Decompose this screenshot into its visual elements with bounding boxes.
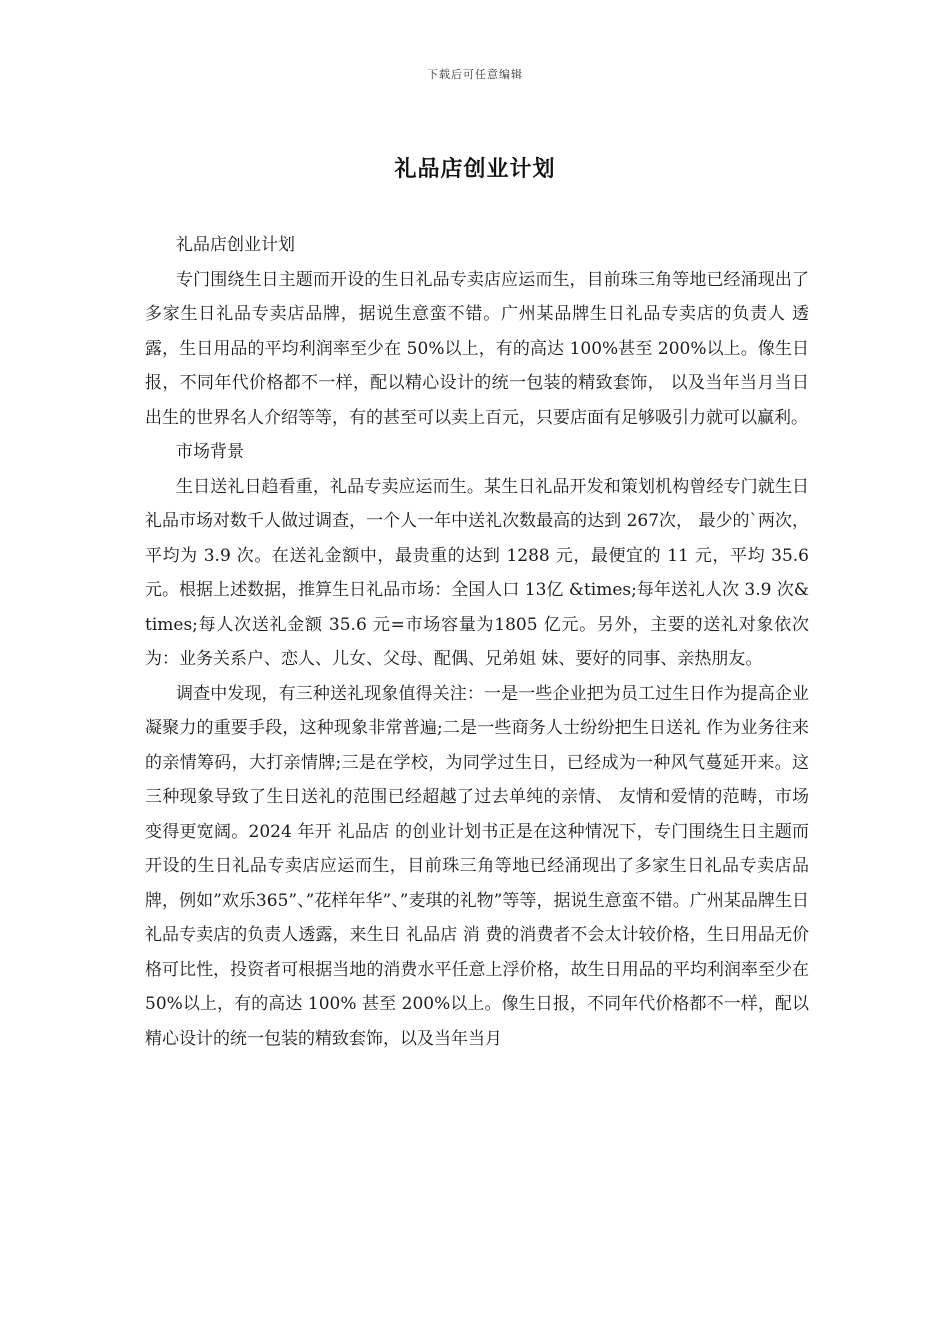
paragraph-survey: 调查中发现，有三种送礼现象值得关注：一是一些企业把为员工过生日作为提高企业凝聚力的重要手段，这种现象非常普遍;二是一些商务人士纷纷把生日送礼 作为业务往来的亲情筹码，大打亲情牌;三是在学校，为同学过生日，已经成为一种风气蔓延开来。这三种现象导致了生日送礼的范围已经超越了过去单纯的亲情、 友情和爱情的范畴，市场变得更宽阔。2024 年开 礼品店 的创业计划书正是在这种情况下，专门围绕生日主题而开设的生日礼品专卖店应运而生，目前珠三角等地已经涌现出了多家生日礼品专卖店品牌，例如”欢乐365”、”花样年华”、”麦琪的礼物”等等，据说生意蛮不错。广州某品牌生日礼品专卖店的负责人透露，来生日 礼品店 消 费的消费者不会太计较价格，生日用品无价格可比性，投资者可根据当地的消费水平任意上浮价格，故生日用品的平均利润率至少在 50%以上，有的高达 100% 甚至 200%以上。像生日报，不同年代价格都不一样，配以精心设计的统一包装的精致套饰，以及当年当月	[145, 683, 809, 1049]
section-heading-intro: 礼品店创业计划	[176, 235, 295, 255]
paragraph-intro: 专门围绕生日主题而开设的生日礼品专卖店应运而生，目前珠三角等地已经涌现出了多家生日礼品专卖店品牌，据说生意蛮不错。广州某品牌生日礼品专卖店的负责人 透露，生日用品的平均利润率至少在 50%以上，有的高达 100%甚至 200%以上。像生日报，不同年代价格都不一样，配以精心设计的统一包装的精致套饰， 以及当年当月当日出生的世界名人介绍等等，有的甚至可以卖上百元，只要店面有足够吸引力就可以赢利。	[145, 269, 809, 428]
document-body	[145, 228, 809, 1056]
document-title: 礼品店创业计划	[394, 156, 556, 182]
page-header-note: 下载后可任意编辑	[427, 68, 523, 81]
paragraph-market: 生日送礼日趋看重，礼品专卖应运而生。某生日礼品开发和策划机构曾经专门就生日礼品市场对数千人做过调查，一个人一年中送礼次数最高的达到 267次， 最少的`两次，平均为 3.9 次。在送礼金额中，最贵重的达到 1288 元，最便宜的 11 元，平均 35.6 元。根据上述数据，推算生日礼品市场：全国人口 13亿 &times;每年送礼人次 3.9 次&times;每人次送礼金额 35.6 元=市场容量为1805 亿元。另外，主要的送礼对象依次为：业务关系户、恋人、儿女、父母、配偶、兄弟姐 妹、要好的同事、亲热朋友。	[145, 476, 809, 669]
section-heading-market: 市场背景	[176, 442, 244, 462]
